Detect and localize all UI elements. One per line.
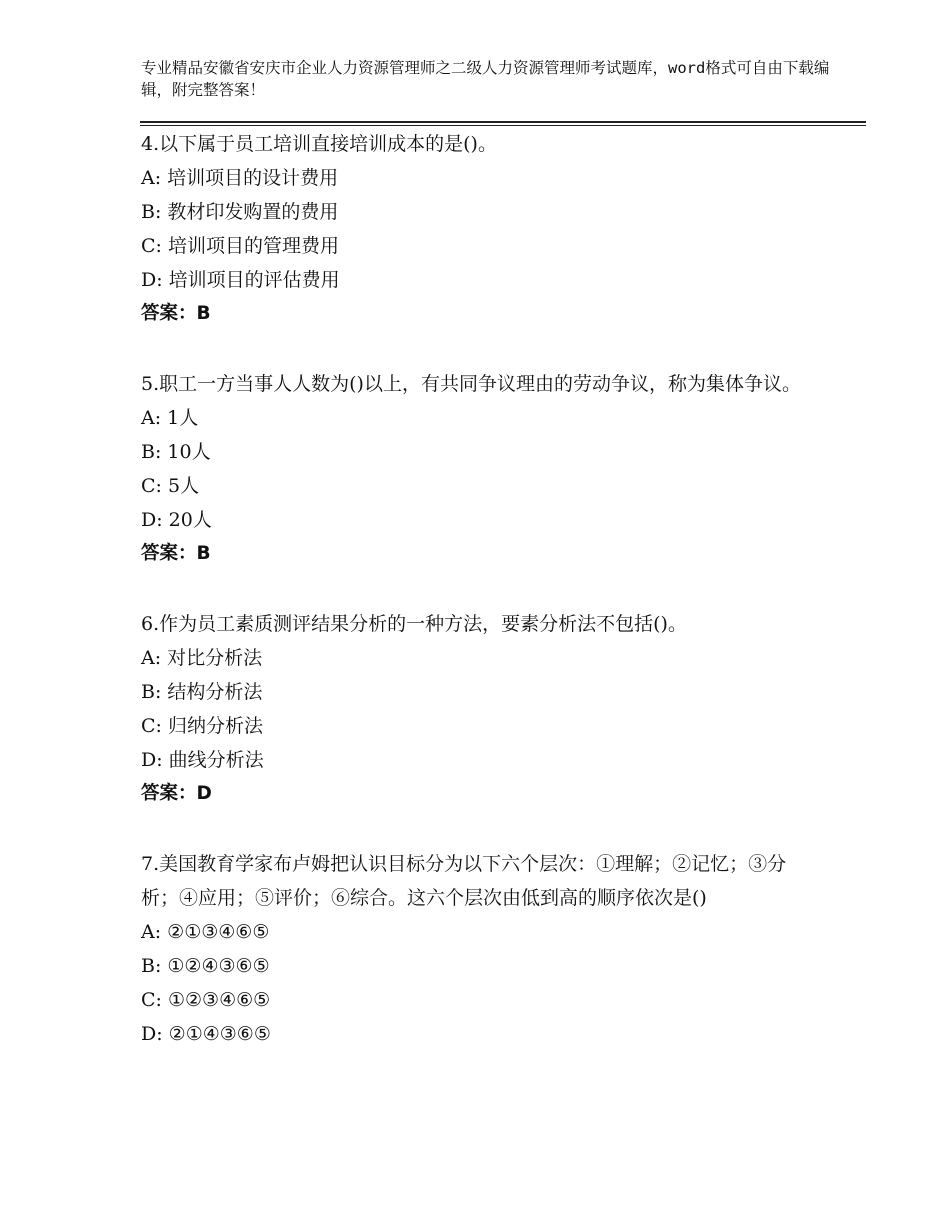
answer: 答案：D — [141, 783, 212, 804]
question-stem: 7.美国教育学家布卢姆把认识目标分为以下六个层次：①理解；②记忆；③分析；④应用；⑤评价；⑥综合。这六个层次由低到高的顺序依次是() — [141, 853, 787, 909]
option-a: A: ②①③④⑥⑤ — [141, 921, 270, 943]
question-6 — [141, 607, 821, 811]
option-c: C: 培训项目的管理费用 — [141, 235, 339, 257]
answer: 答案：B — [141, 303, 211, 324]
option-b: B: 结构分析法 — [141, 681, 263, 703]
question-stem: 6.作为员工素质测评结果分析的一种方法，要素分析法不包括()。 — [141, 613, 687, 635]
question-7 — [141, 847, 821, 1051]
option-a: A: 培训项目的设计费用 — [141, 167, 339, 189]
header-divider-thin — [140, 125, 866, 126]
answer: 答案：B — [141, 543, 211, 564]
header-divider-thick — [140, 121, 866, 123]
question-list — [141, 127, 821, 1051]
option-d: D: 20人 — [141, 509, 212, 531]
option-a: A: 1人 — [141, 407, 199, 429]
option-c: C: ①②③④⑥⑤ — [141, 989, 271, 1011]
option-d: D: ②①④③⑥⑤ — [141, 1023, 271, 1045]
question-stem: 5.职工一方当事人人数为()以上，有共同争议理由的劳动争议，称为集体争议。 — [141, 373, 801, 395]
question-stem: 4.以下属于员工培训直接培训成本的是()。 — [141, 133, 497, 155]
option-c: C: 归纳分析法 — [141, 715, 263, 737]
document-header: 专业精品安徽省安庆市企业人力资源管理师之二级人力资源管理师考试题库，word格式可自由下载编辑，附完整答案！ — [141, 59, 830, 99]
option-b: B: ①②④③⑥⑤ — [141, 955, 270, 977]
option-d: D: 培训项目的评估费用 — [141, 269, 340, 291]
option-b: B: 10人 — [141, 441, 211, 463]
question-4 — [141, 127, 821, 331]
question-5 — [141, 367, 821, 571]
option-b: B: 教材印发购置的费用 — [141, 201, 339, 223]
option-a: A: 对比分析法 — [141, 647, 263, 669]
option-d: D: 曲线分析法 — [141, 749, 264, 771]
option-c: C: 5人 — [141, 475, 200, 497]
